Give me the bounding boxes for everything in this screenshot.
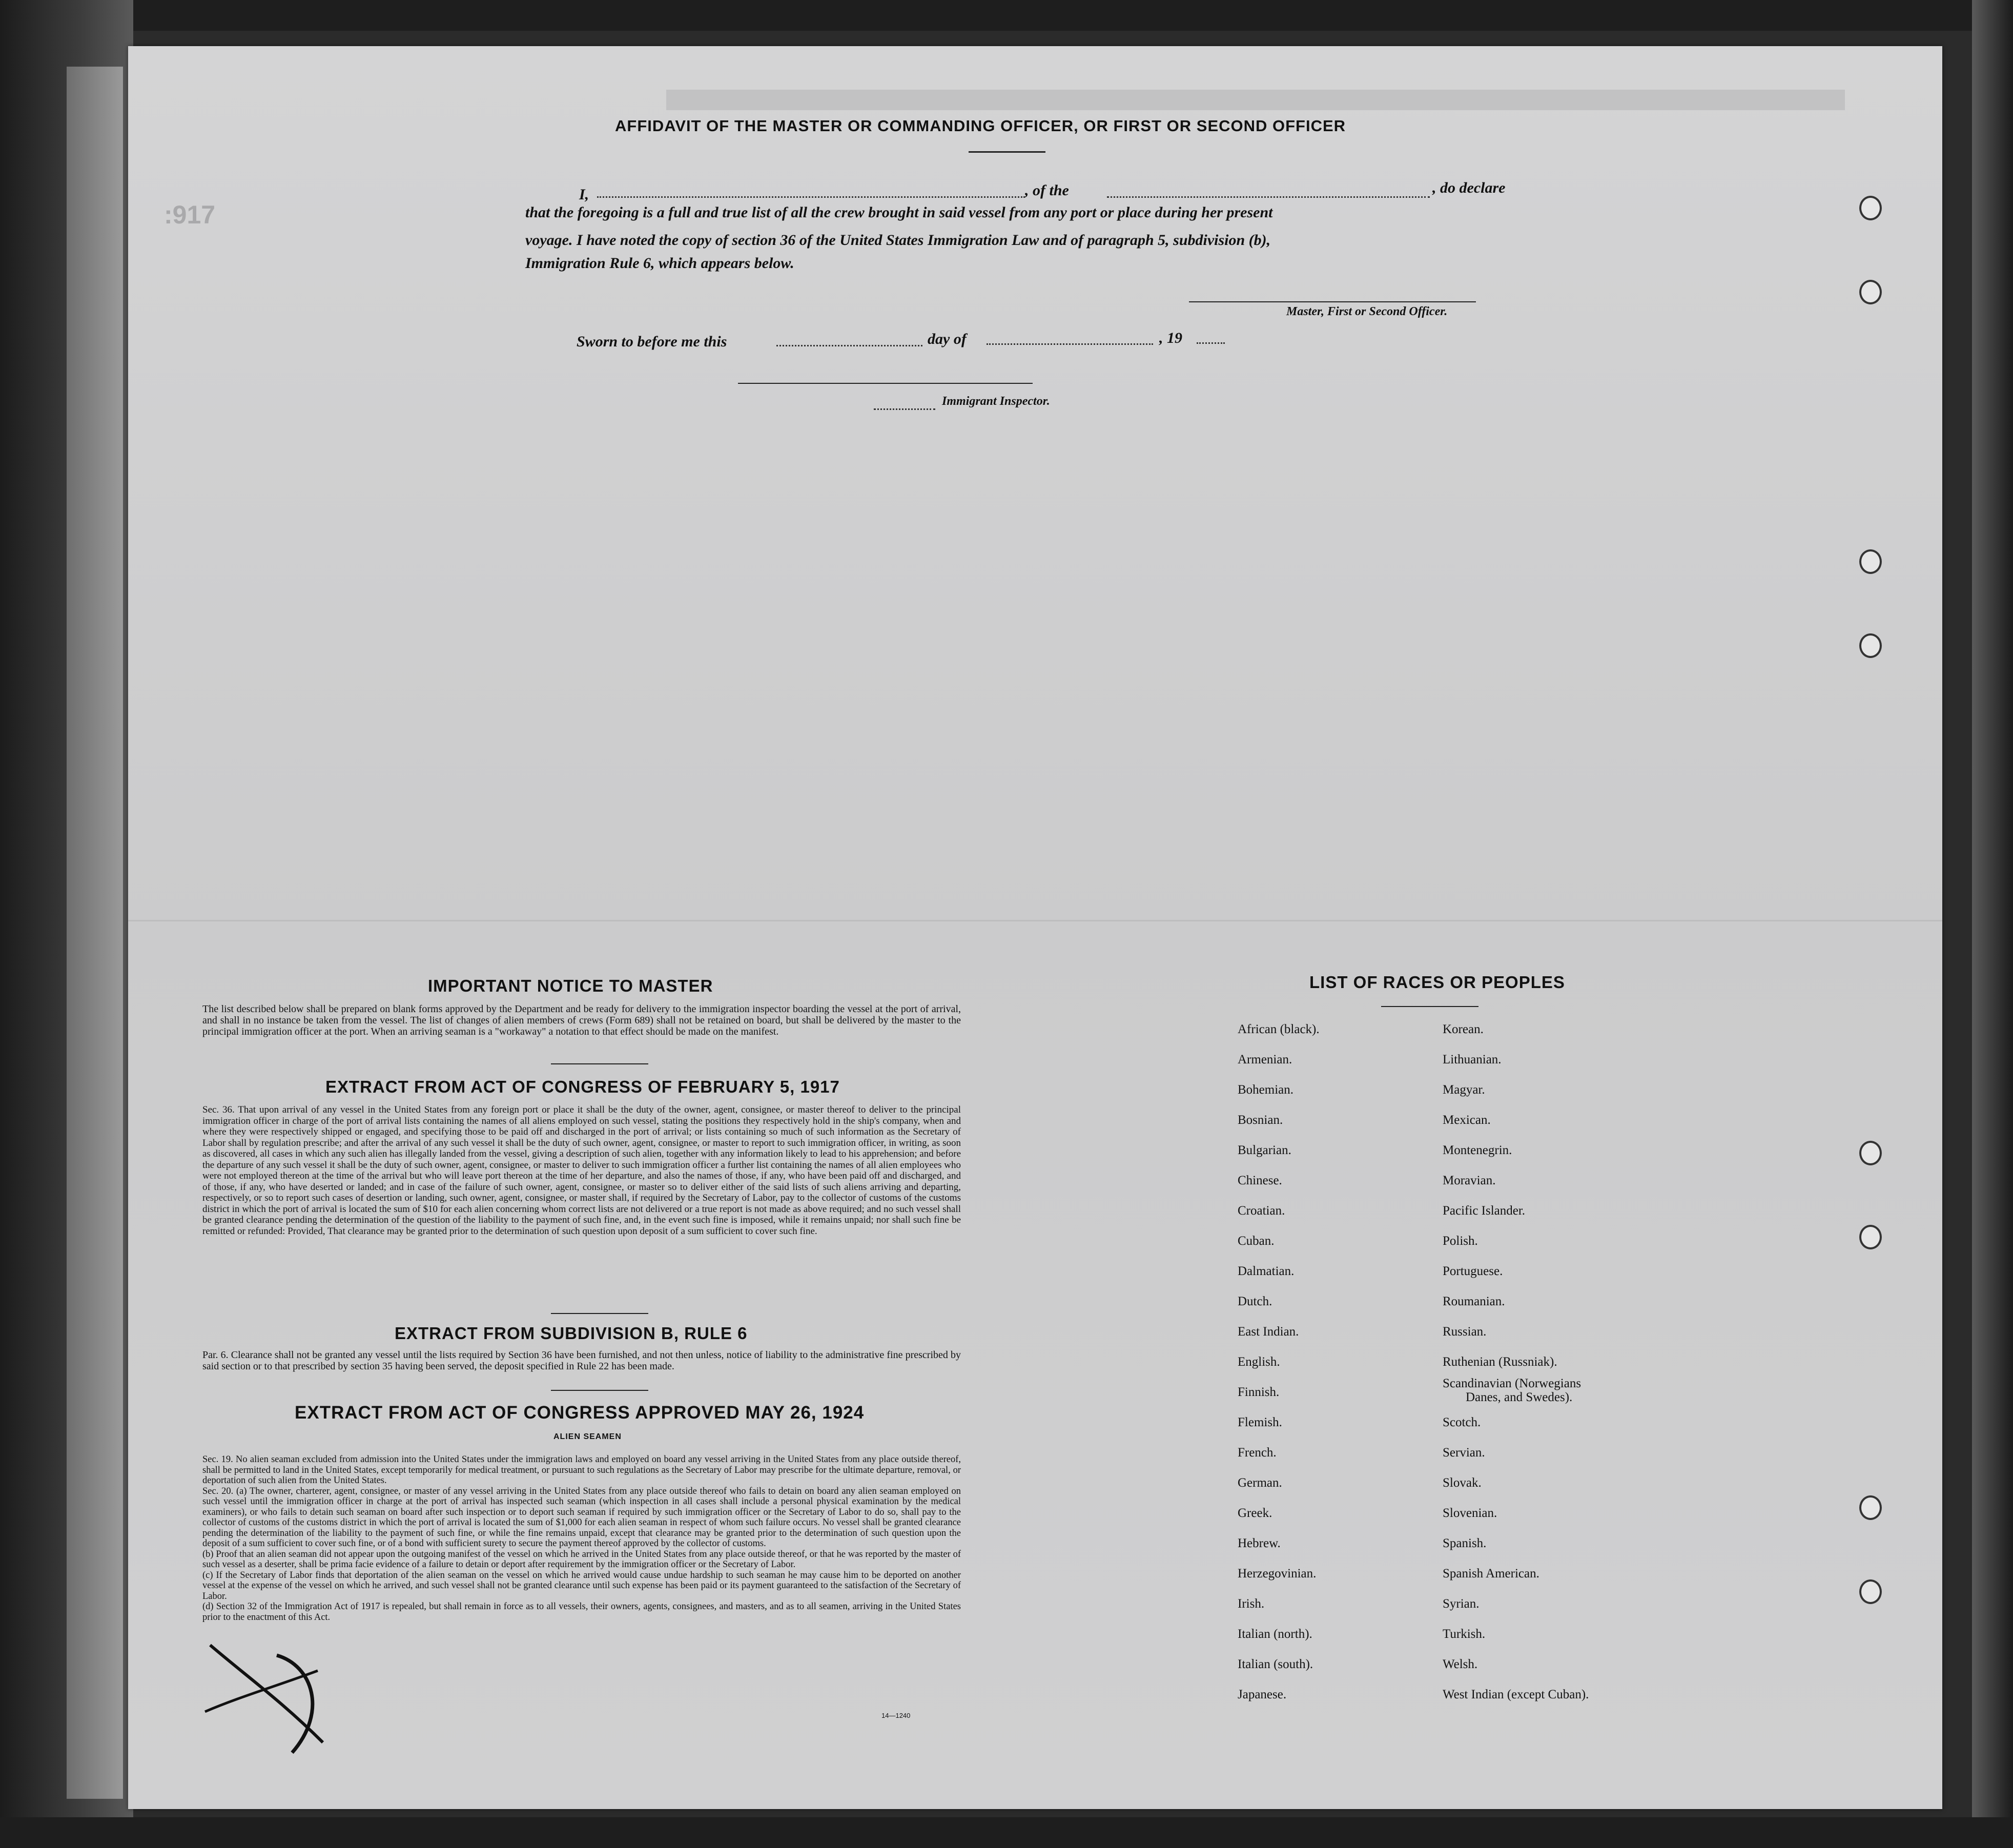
race-item: Irish. — [1238, 1597, 1265, 1611]
affidavit-i: I, — [579, 186, 589, 203]
scan-border-top — [0, 0, 2013, 31]
punch-hole — [1859, 1225, 1882, 1249]
affidavit-line-2: that the foregoing is a full and true list of all the crew brought in said vessel from any port or place during her present — [525, 204, 1273, 221]
race-item: Slovak. — [1443, 1476, 1482, 1490]
subdivision-b-text: Par. 6. Clearance shall not be granted any vessel until the lists required by Section 36 have been furnished, and not then unless, notice of liability to the administrative fine prescribed by said section or to that prescribed by section 35 having been served, the deposit specified in Rule 22 has been made. — [202, 1349, 961, 1372]
extract-1917-rule — [551, 1313, 648, 1314]
race-item: Chinese. — [1238, 1174, 1282, 1187]
sworn-day-blank[interactable] — [776, 345, 922, 346]
race-item: Ruthenian (Russniak). — [1443, 1355, 1557, 1369]
extract-1917-title: EXTRACT FROM ACT OF CONGRESS OF FEBRUARY 5, 1917 — [325, 1077, 840, 1096]
bleedthrough-mark: :917 — [164, 200, 216, 229]
punch-hole — [1859, 549, 1882, 574]
notice-rule — [551, 1063, 648, 1064]
punch-hole — [1859, 1579, 1882, 1604]
notice-text: The list described below shall be prepared on blank forms approved by the Department and be ready for delivery to the immigration inspector boarding the vessel at the port of arrival, and shall in no instance be taken from the vessel. The list of changes of alien members of crews (Form 689) shall not be retained on board, but shall be delivered by the master to the principal immigration officer at the port. When an arriving seaman is a "workaway" a notation to that effect should be made on the manifest. — [202, 1003, 961, 1037]
race-item: Montenegrin. — [1443, 1143, 1512, 1157]
sworn-month-blank[interactable] — [987, 343, 1153, 345]
title-rule — [969, 151, 1045, 153]
extract-1924-title: EXTRACT FROM ACT OF CONGRESS APPROVED MAY 26, 1924 — [295, 1403, 865, 1423]
race-item: Bulgarian. — [1238, 1143, 1291, 1157]
sworn-label: Sworn to before me this — [577, 333, 727, 350]
race-item: Herzegovinian. — [1238, 1567, 1317, 1580]
race-item-continued: Danes, and Swedes). — [1466, 1390, 1573, 1404]
affidavit-title: AFFIDAVIT OF THE MASTER OR COMMANDING OFFICER, OR FIRST OR SECOND OFFICER — [615, 117, 1346, 135]
race-item: Mexican. — [1443, 1113, 1491, 1127]
race-item: Japanese. — [1238, 1688, 1287, 1701]
inspector-dots — [874, 408, 935, 410]
punch-hole — [1859, 633, 1882, 658]
notice-title: IMPORTANT NOTICE TO MASTER — [428, 976, 713, 995]
race-item: Scandinavian (Norwegians — [1443, 1377, 1581, 1390]
race-item: Syrian. — [1443, 1597, 1480, 1611]
race-item: Slovenian. — [1443, 1506, 1497, 1520]
race-item: Moravian. — [1443, 1174, 1496, 1187]
subdivision-b-title: EXTRACT FROM SUBDIVISION B, RULE 6 — [395, 1324, 748, 1343]
name-blank[interactable] — [597, 196, 1025, 198]
bleedthrough-band — [666, 90, 1845, 110]
race-item: Dalmatian. — [1238, 1264, 1295, 1278]
races-title: LIST OF RACES OR PEOPLES — [1309, 973, 1565, 992]
race-item: Polish. — [1443, 1234, 1478, 1248]
affidavit-line-3: voyage. I have noted the copy of section 36 of the United States Immigration Law and of paragraph 5, subdivision (b), — [525, 232, 1271, 249]
inspector-signature-line[interactable] — [738, 383, 1033, 384]
form-number: 14—1240 — [881, 1712, 911, 1719]
race-item: Korean. — [1443, 1022, 1484, 1036]
race-item: Hebrew. — [1238, 1536, 1281, 1550]
race-item: Russian. — [1443, 1325, 1487, 1339]
race-item: Scotch. — [1443, 1415, 1481, 1429]
race-item: African (black). — [1238, 1022, 1320, 1036]
punch-hole — [1859, 1141, 1882, 1165]
race-item: German. — [1238, 1476, 1282, 1490]
inspector-label: Immigrant Inspector. — [942, 395, 1050, 408]
master-signature-label: Master, First or Second Officer. — [1286, 305, 1448, 318]
punch-hole — [1859, 280, 1882, 304]
punch-hole — [1859, 1495, 1882, 1520]
race-item: Croatian. — [1238, 1204, 1285, 1218]
race-item: Italian (south). — [1238, 1657, 1313, 1671]
affidavit-line-4: Immigration Rule 6, which appears below. — [525, 255, 794, 272]
handwritten-x-mark — [200, 1635, 333, 1758]
extract-1924-text: Sec. 19. No alien seaman excluded from admission into the United States under the immigration laws and employed on board any vessel arriving in the United States from any place outside thereof, shall be permitted to land in the United States, except temporarily for medical treatment, or pursuant to such regulations as the Secretary of Labor may prescribe for the ultimate departure, removal, or deportation of such alien from the United States. Sec. 20. (a) The owner, charterer, agent, consignee, or master of any vessel arriving in the United States from any place outside thereof who fails to detain on board any alien seaman employed on such vessel until the immigration officer in charge at the port of arrival has inspected such seaman (which inspection in all cases shall include a personal physical examination by the medical examiners), or who fails to detain such seaman on board after such inspection or to deport such seaman if required by such immigration officer or the Secretary of Labor to do so, shall pay to the collector of customs of the customs district in which the port of arrival is located the sum of $1,000 for each alien seaman in respect of whom such failure occurs. No vessel shall be granted clearance pending the determination of the liability to the payment of such fine, or while the fine remains unpaid, except that clearance may be granted prior to the determination of such question upon the deposit of a sum sufficient to cover such fine, or of a bond with sufficient surety to secure the payment thereof approved by the collector of customs. (b) Proof that an alien seaman did not appear upon the outgoing manifest of the vessel on which he arrived in the United States from any place outside thereof, or that he was reported by the master of such vessel as a deserter, shall be prima facie evidence of a failure to detain or deport after requirement by the immigration officer or the Secretary of Labor. (c) If the Secretary of Labor finds that deportation of the alien seaman on the vessel on which he arrived would cause undue hardship to such seaman he may cause him to be deported on another vessel at the expense of the vessel on which he arrived, and such vessel shall not be granted clearance until such expense has been paid or its payment guaranteed to the satisfaction of the Secretary of Labor. (d) Section 32 of the Immigration Act of 1917 is repealed, but shall remain in force as to all vessels, their owners, agents, consignees, and masters, and as to all seamen, arriving in the United States prior to the enactment of this Act. — [202, 1454, 961, 1623]
race-item: Lithuanian. — [1443, 1053, 1502, 1066]
page-edge-strip — [67, 67, 123, 1799]
race-item: Dutch. — [1238, 1295, 1272, 1308]
race-item: Portuguese. — [1443, 1264, 1503, 1278]
affidavit-declare: , do declare — [1432, 179, 1506, 196]
master-signature-line[interactable] — [1189, 301, 1476, 302]
race-item: Servian. — [1443, 1446, 1485, 1460]
day-of-label: day of — [928, 331, 967, 347]
year-blank[interactable] — [1197, 342, 1225, 344]
punch-hole — [1859, 196, 1882, 220]
year-label: , 19 — [1159, 330, 1182, 346]
extract-1924-subtitle: ALIEN SEAMEN — [553, 1432, 622, 1441]
fold-line — [128, 920, 1942, 921]
race-item: Roumanian. — [1443, 1295, 1505, 1308]
race-item: Spanish American. — [1443, 1567, 1539, 1580]
race-item: Magyar. — [1443, 1083, 1485, 1097]
race-item: Cuban. — [1238, 1234, 1275, 1248]
race-item: West Indian (except Cuban). — [1443, 1688, 1589, 1701]
race-item: Bohemian. — [1238, 1083, 1294, 1097]
race-item: English. — [1238, 1355, 1280, 1369]
race-item: Pacific Islander. — [1443, 1204, 1526, 1218]
race-item: Greek. — [1238, 1506, 1272, 1520]
scan-border-right — [1972, 0, 2013, 1848]
race-item: Finnish. — [1238, 1385, 1280, 1399]
scan-border-bottom — [0, 1817, 2013, 1848]
race-item: Welsh. — [1443, 1657, 1478, 1671]
vessel-blank[interactable] — [1107, 196, 1430, 198]
race-item: Turkish. — [1443, 1627, 1486, 1641]
extract-1917-text: Sec. 36. That upon arrival of any vessel in the United States from any foreign port or place it shall be the duty of the owner, agent, consignee, or master thereof to deliver to the principal immigration officer in charge of the port of arrival lists containing the names of all aliens employed on such vessel, stating the positions they respectively hold in the ship's company, when and where they were respectively shipped or engaged, and specifying those to be paid off and discharged in the port of arrival; or lists containing so much of such information as the Secretary of Labor shall by regulation prescribe; and after the arrival of any such vessel it shall be the duty of such owner, agent, consignee, or master to report to such immigration officer, in writing, as soon as discovered, all cases in which any such alien has illegally landed from the vessel, giving a description of such alien, together with any information likely to lead to his apprehension; and before the departure of any such vessel it shall be the duty of such owner, agent, consignee, or master to deliver to such immigration officer a further list containing the names of all alien employees who were not employed thereon at the time of the arrival but who will leave port thereon at the time of her departure, and also the names of those, if any, who have been paid off and discharged, and of those, if any, who have deserted or landed; and in case of the failure of such owner, agent, consignee, or master so to deliver either of the said lists of such aliens arriving and departing, respectively, or so to report such cases of desertion or landing, such owner, agent, consignee, or master shall, if required by the Secretary of Labor, pay to the collector of customs of the customs district in which the port of arrival is located the sum of $10 for each alien concerning whom correct lists are not delivered or a true report is not made as above required; and no such vessel shall be granted clearance pending the determination of the question of the liability to the payment of such fine, and, in the event such fine is imposed, while it remains unpaid; nor shall such fine be remitted or refunded: Provided, That clearance may be granted prior to the determination of such question upon deposit of a sum sufficient to cover such fine. — [202, 1104, 961, 1237]
affidavit-of-the: , of the — [1025, 182, 1069, 199]
races-rule — [1381, 1006, 1478, 1007]
subdivision-b-rule — [551, 1390, 648, 1391]
race-item: Italian (north). — [1238, 1627, 1312, 1641]
race-item: Bosnian. — [1238, 1113, 1283, 1127]
race-item: Armenian. — [1238, 1053, 1292, 1066]
race-item: French. — [1238, 1446, 1277, 1460]
race-item: Spanish. — [1443, 1536, 1487, 1550]
race-item: East Indian. — [1238, 1325, 1299, 1339]
race-item: Flemish. — [1238, 1415, 1282, 1429]
